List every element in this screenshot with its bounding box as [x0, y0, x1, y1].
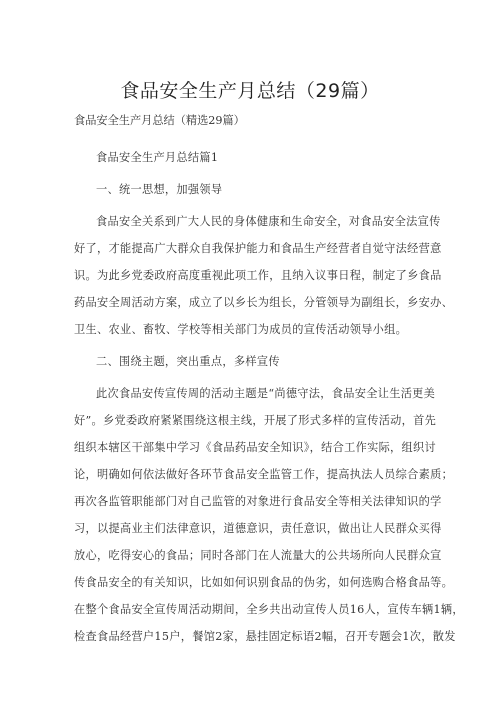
document-title: 食品安全生产月总结（29篇） — [120, 80, 380, 102]
paragraph-1-line: 食品安全关系到广大人民的身体健康和生命安全，对食品安全法宣传 — [96, 215, 441, 228]
paragraph-2-line: 放心，吃得安心的食品；同时各部门在人流量大的公共场所向人民群众宣 — [74, 549, 442, 562]
paragraph-1-line: 好了，才能提高广大群众自我保护能力和食品生产经营者自觉守法经营意 — [74, 242, 442, 255]
paragraph-1-line: 药品安全周活动方案，成立了以乡长为组长，分管领导为副组长，乡安办、 — [74, 296, 454, 309]
paragraph-2-line: 习，以提高业主们法律意识，道德意识，责任意识，做出让人民群众买得 — [74, 522, 442, 535]
section-title: 食品安全生产月总结篇1 — [96, 151, 219, 164]
heading-2: 二、围绕主题，突出重点，多样宣传 — [96, 355, 280, 368]
paragraph-2-line: 论，明确如何依法做好各环节食品安全监管工作，提高执法人员综合素质； — [74, 468, 454, 481]
paragraph-2-line: 组织本辖区干部集中学习《食品药品安全知识》，结合工作实际，组织讨 — [74, 441, 437, 454]
paragraph-1-line: 卫生、农业、畜牧、学校等相关部门为成员的宣传活动领导小组。 — [74, 323, 408, 336]
paragraph-2-line: 检查食品经营户15户，餐馆2家，悬挂固定标语2幅，召开专题会1次，散发 — [74, 630, 456, 643]
heading-1: 一、统一思想，加强领导 — [96, 183, 223, 196]
paragraph-2-line: 在整个食品安全宣传周活动期间，全乡共出动宣传人员16人，宣传车辆1辆， — [74, 603, 464, 616]
paragraph-2-line: 好”。乡党委政府紧紧围绕这根主线，开展了形式多样的宣传活动，首先 — [74, 414, 437, 427]
document-subtitle: 食品安全生产月总结（精选29篇） — [74, 114, 245, 127]
paragraph-1-line: 识。为此乡党委政府高度重视此项工作，且纳入议事日程，制定了乡食品 — [74, 269, 442, 282]
paragraph-2-line: 此次食品安传宣传周的活动主题是“尚德守法，食品安全让生活更美 — [96, 387, 436, 400]
paragraph-2-line: 再次各监管职能部门对自己监管的对象进行食品安全等相关法律知识的学 — [74, 495, 442, 508]
paragraph-2-line: 传食品安全的有关知识，比如如何识别食品的伪劣，如何选购合格食品等。 — [74, 576, 454, 589]
